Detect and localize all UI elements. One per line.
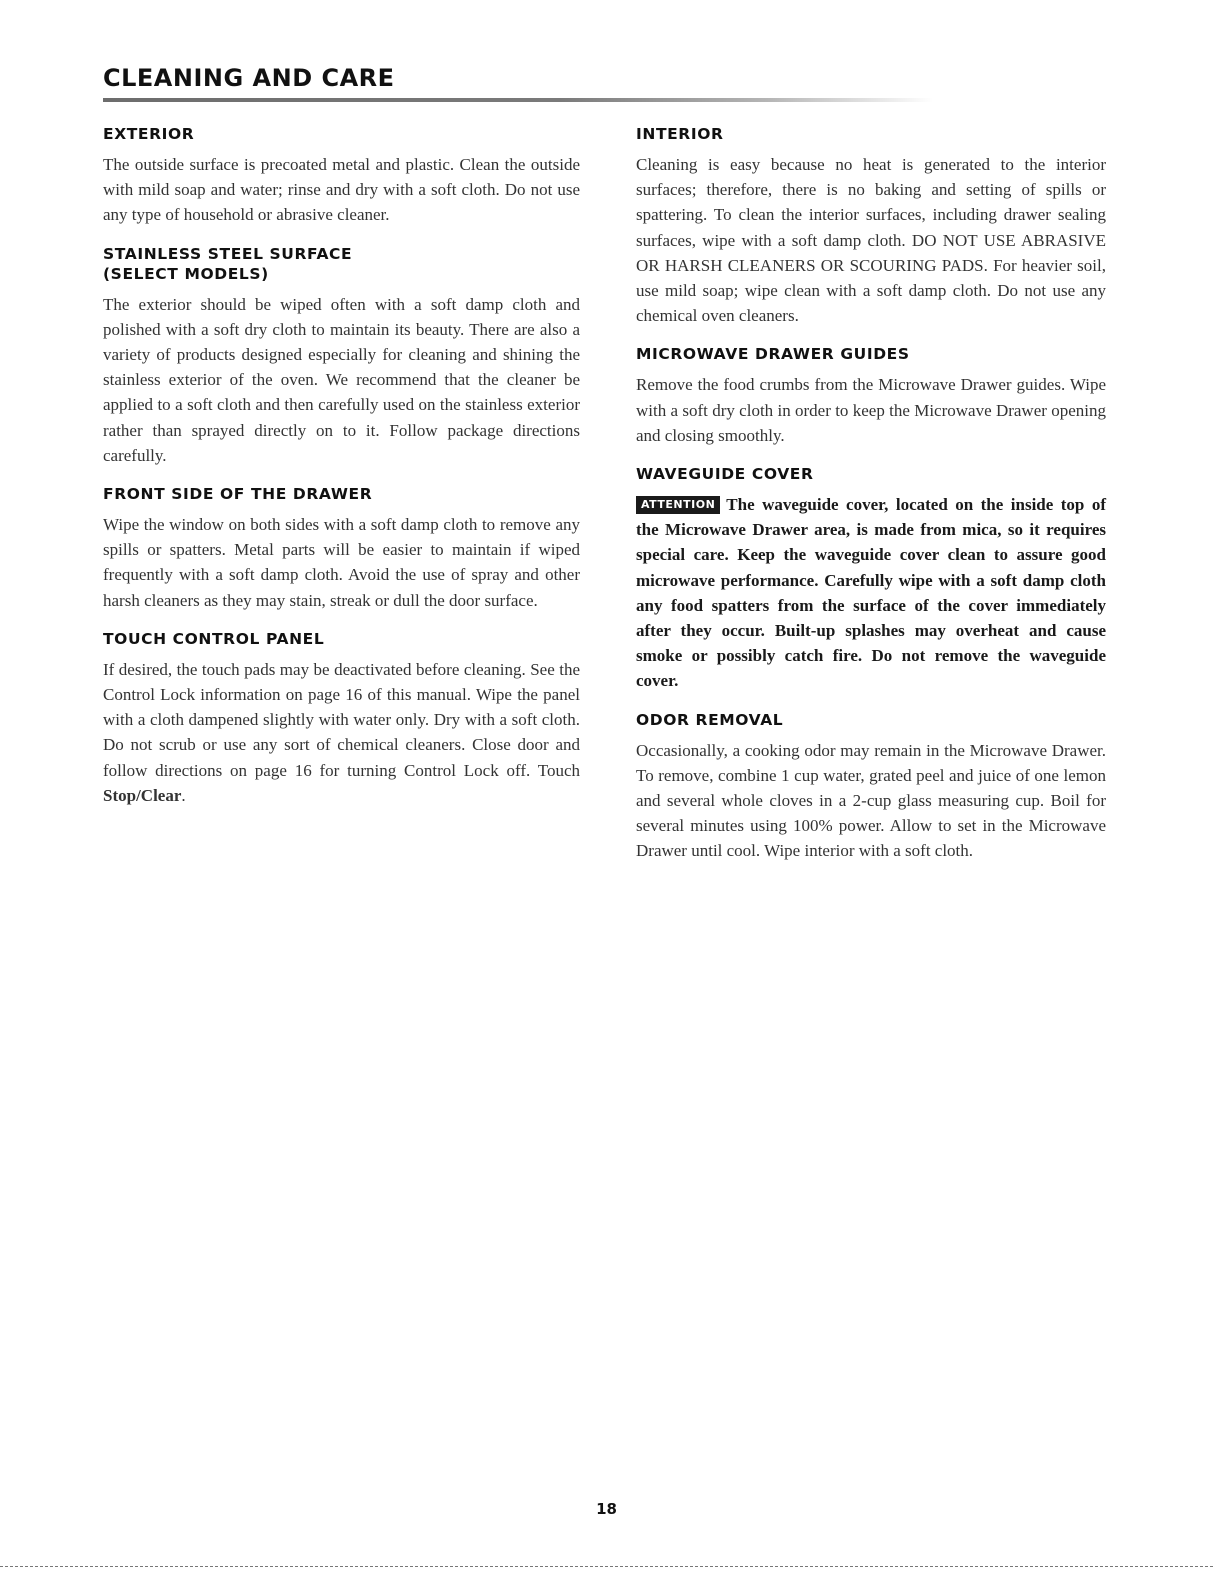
- touch-panel-text: If desired, the touch pads may be deactivated before cleaning. See the Control Lock information on page 16 of this manual. Wipe the panel with a cloth dampened slightly with water only. Dry with a soft cloth. Do not scrub or use any sort of chemical cleaners. Close door and follow directions on page 16 for turning Control Lock off. Touch: [103, 659, 580, 780]
- right-column: [636, 124, 1106, 880]
- stainless-body: The exterior should be wiped often with a soft damp cloth and polished with a soft dry cloth to maintain its beauty. There are also a variety of products designed especially for cleaning and shining the stainless exterior of the oven. We recommend that the cleaner be applied to a soft cloth and then carefully used on the stainless exterior rather than sprayed directly on to it. Follow package directions carefully.: [103, 294, 580, 465]
- section-waveguide-cover: [636, 464, 1106, 694]
- exterior-body: The outside surface is precoated metal and plastic. Clean the outside with mild soap and water; rinse and dry with a soft cloth. Do not use any type of household or abrasive cleaner.: [103, 155, 580, 225]
- guides-body: Remove the food crumbs from the Microwave Drawer guides. Wipe with a soft dry cloth in order to keep the Microwave Drawer opening and closing smoothly.: [636, 375, 1106, 445]
- section-odor-removal: [636, 710, 1106, 864]
- page-title: CLEANING AND CARE: [103, 64, 395, 92]
- section-touch-control-panel: [103, 629, 580, 808]
- page-number: 18: [596, 1500, 617, 1518]
- left-column: [103, 124, 580, 824]
- title-rule: [103, 98, 933, 102]
- waveguide-body: [636, 492, 1106, 694]
- front-side-heading: FRONT SIDE OF THE DRAWER: [103, 485, 373, 504]
- exterior-heading: EXTERIOR: [103, 125, 195, 143]
- guides-heading: MICROWAVE DRAWER GUIDES: [636, 345, 910, 364]
- attention-badge: ATTENTION: [636, 496, 720, 514]
- section-interior: [636, 124, 1106, 328]
- stainless-heading-line2: (SELECT MODELS): [103, 264, 269, 283]
- stainless-heading-line1: STAINLESS STEEL SURFACE: [103, 244, 353, 263]
- section-stainless-steel: [103, 244, 580, 468]
- interior-heading: INTERIOR: [636, 125, 724, 143]
- section-drawer-guides: [636, 344, 1106, 448]
- interior-body: Cleaning is easy because no heat is generated to the interior surfaces; therefore, there is no baking and setting of spills or spattering. To clean the interior surfaces, including drawer sealing surfaces, wipe with a soft damp cloth. DO NOT USE ABRASIVE OR HARSH CLEANERS OR SCOURING PADS. For heavier soil, use mild soap; wipe clean with a soft damp cloth. Do not use any chemical oven cleaners.: [636, 155, 1106, 326]
- front-side-body: Wipe the window on both sides with a soft damp cloth to remove any spills or spatters. Metal parts will be easier to maintain if wiped frequently with a soft damp cloth. Avoid the use of spray and other harsh cleaners as they may stain, streak or dull the door surface.: [103, 515, 580, 610]
- odor-heading: ODOR REMOVAL: [636, 710, 784, 729]
- odor-body: Occasionally, a cooking odor may remain in the Microwave Drawer. To remove, combine 1 cup water, grated peel and juice of one lemon and several whole cloves in a 2-cup glass measuring cup. Boil for several minutes using 100% power. Allow to set in the Microwave Drawer until cool. Wipe interior with a soft cloth.: [636, 740, 1106, 861]
- touch-panel-body: [103, 657, 580, 808]
- waveguide-text: The waveguide cover, located on the inside top of the Microwave Drawer area, is made from mica, so it requires special care. Keep the waveguide cover clean to assure good microwave performance. Carefully wipe with a soft damp cloth any food spatters from the surface of the cover immediately after they occur. Built-up splashes may overheat and cause smoke or possibly catch fire. Do not remove the waveguide cover.: [636, 495, 1106, 691]
- section-front-side: [103, 484, 580, 613]
- touch-panel-text-end: .: [181, 785, 186, 805]
- waveguide-heading: WAVEGUIDE COVER: [636, 465, 814, 484]
- stainless-heading: [103, 244, 580, 284]
- touch-panel-heading: TOUCH CONTROL PANEL: [103, 629, 325, 648]
- stop-clear-label: Stop/Clear: [103, 785, 182, 805]
- section-exterior: [103, 124, 580, 228]
- bottom-border: [0, 1566, 1213, 1567]
